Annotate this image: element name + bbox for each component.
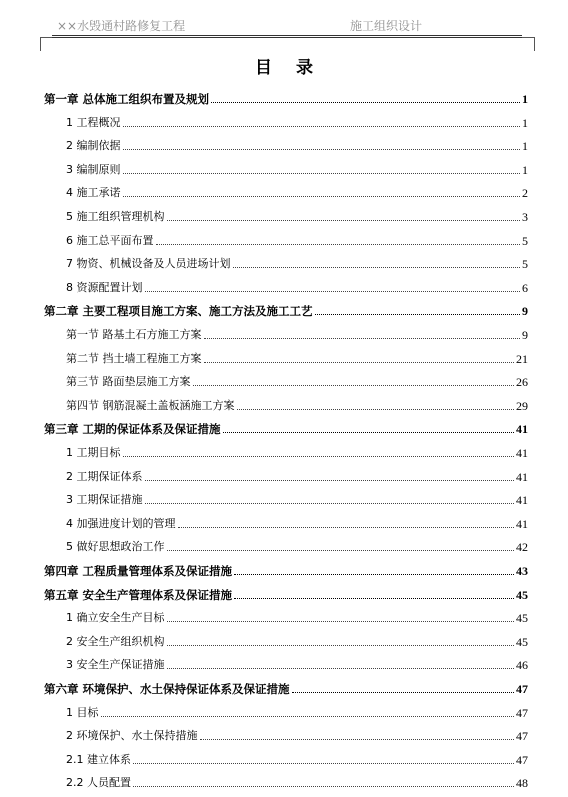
toc-page-number: 1 <box>522 162 528 177</box>
crop-mark-left-vertical <box>40 37 41 51</box>
toc-page-number: 29 <box>516 398 528 413</box>
toc-chapter-entry[interactable] <box>44 418 528 436</box>
toc-dot-leader <box>145 291 521 292</box>
header-project-name: ××水毁通村路修复工程 <box>57 19 186 33</box>
toc-entry-title: 8 资源配置计划 <box>66 280 143 294</box>
toc-dot-leader <box>234 574 514 575</box>
toc-dot-leader <box>133 786 514 787</box>
toc-page-number: 41 <box>516 446 528 460</box>
toc-dot-leader <box>101 716 515 717</box>
toc-dot-leader <box>204 338 521 339</box>
toc-chapter-entry[interactable] <box>44 678 528 696</box>
toc-section-entry[interactable] <box>66 513 528 531</box>
toc-dot-leader <box>133 763 514 764</box>
toc-dot-leader <box>234 598 514 599</box>
crop-mark-left-horizontal <box>40 37 52 38</box>
toc-dot-leader <box>167 645 515 646</box>
toc-dot-leader <box>200 739 515 740</box>
toc-dot-leader <box>167 550 515 551</box>
toc-section-entry[interactable] <box>66 442 528 460</box>
toc-page-number: 45 <box>516 611 528 626</box>
toc-entry-title: 第一章 总体施工组织布置及规划 <box>44 92 210 106</box>
toc-page-number: 42 <box>516 540 528 555</box>
toc-entry-title: 3 安全生产保证措施 <box>66 658 165 672</box>
toc-entry-title: 2 编制依据 <box>66 139 121 153</box>
toc-entry-title: 5 施工组织管理机构 <box>66 210 165 223</box>
toc-entry-title: 第三节 路面垫层施工方案 <box>66 375 191 389</box>
header-document-type: 施工组织设计 <box>350 19 423 33</box>
toc-page-number: 9 <box>522 328 528 342</box>
toc-section-entry[interactable] <box>66 135 528 153</box>
toc-entry-title: 第五章 安全生产管理体系及保证措施 <box>44 587 233 602</box>
toc-page-number: 26 <box>516 375 528 390</box>
toc-dot-leader <box>292 692 514 693</box>
toc-dot-leader <box>123 149 521 150</box>
toc-dot-leader <box>178 527 515 528</box>
toc-section-entry[interactable] <box>66 253 528 271</box>
toc-section-entry[interactable] <box>66 230 528 248</box>
toc-dot-leader <box>145 480 515 481</box>
toc-dot-leader <box>145 503 515 504</box>
toc-section-entry[interactable] <box>66 395 528 413</box>
toc-section-entry[interactable] <box>66 466 528 484</box>
toc-dot-leader <box>123 196 521 197</box>
toc-section-entry[interactable] <box>66 536 528 554</box>
toc-page-number: 3 <box>522 210 528 224</box>
toc-dot-leader <box>123 173 521 174</box>
header-rule-bottom <box>52 37 522 38</box>
toc-page-number: 43 <box>516 564 528 578</box>
toc-entry-title: 7 物资、机械设备及人员进场计划 <box>66 257 231 271</box>
toc-section-entry[interactable] <box>66 112 528 130</box>
toc-page-number: 47 <box>516 705 528 720</box>
toc-entry-title: 第四章 工程质量管理体系及保证措施 <box>44 564 233 578</box>
toc-entry-title: 第一节 路基土石方施工方案 <box>66 328 202 341</box>
toc-section-entry[interactable] <box>66 702 528 720</box>
toc-dot-leader <box>204 362 515 363</box>
toc-section-entry[interactable] <box>66 182 528 200</box>
toc-page-number: 1 <box>522 115 528 130</box>
toc-section-entry[interactable] <box>66 206 528 224</box>
toc-page-number: 45 <box>516 587 528 602</box>
toc-entry-title: 2.2 人员配置 <box>66 776 131 790</box>
toc-section-entry[interactable] <box>66 489 528 507</box>
toc-entry-title: 1 工程概况 <box>66 115 121 129</box>
toc-title: 目录 <box>255 58 337 78</box>
toc-entry-title: 1 目标 <box>66 705 99 719</box>
toc-dot-leader <box>233 267 521 268</box>
toc-page-number: 47 <box>516 752 528 767</box>
toc-page-number: 1 <box>522 92 528 106</box>
toc-page-number: 2 <box>522 186 528 201</box>
toc-entry-title: 3 工期保证措施 <box>66 493 143 507</box>
crop-mark-right-horizontal <box>522 37 534 38</box>
toc-page-number: 5 <box>522 257 528 272</box>
toc-dot-leader <box>167 220 521 221</box>
toc-chapter-entry[interactable] <box>44 560 528 578</box>
toc-page-number: 21 <box>516 351 528 366</box>
header-rule-top <box>52 35 522 36</box>
toc-entry-title: 第六章 环境保护、水土保持保证体系及保证措施 <box>44 682 290 696</box>
toc-entry-title: 2 环境保护、水土保持措施 <box>66 729 198 743</box>
toc-page-number: 45 <box>516 634 528 649</box>
toc-chapter-entry[interactable] <box>44 300 528 318</box>
toc-entry-title: 第二章 主要工程项目施工方案、施工方法及施工工艺 <box>44 304 313 319</box>
toc-chapter-entry[interactable] <box>44 584 528 602</box>
toc-page-number: 41 <box>516 469 528 484</box>
toc-page-number: 9 <box>522 304 528 319</box>
toc-entry-title: 4 施工承诺 <box>66 186 121 200</box>
toc-section-entry[interactable] <box>66 324 528 342</box>
toc-section-entry[interactable] <box>66 159 528 177</box>
toc-entry-title: 2 安全生产组织机构 <box>66 634 165 648</box>
toc-page-number: 48 <box>516 776 528 791</box>
toc-section-entry[interactable] <box>66 725 528 743</box>
toc-dot-leader <box>167 668 515 669</box>
toc-page-number: 41 <box>516 422 528 437</box>
toc-section-entry[interactable] <box>66 348 528 366</box>
toc-chapter-entry[interactable] <box>44 88 528 106</box>
toc-dot-leader <box>167 621 515 622</box>
crop-mark-right-vertical <box>534 37 535 51</box>
toc-entry-title: 第四节 钢筋混凝土盖板涵施工方案 <box>66 398 235 412</box>
toc-page-number: 6 <box>522 280 528 295</box>
toc-dot-leader <box>315 314 520 315</box>
toc-dot-leader <box>123 126 521 127</box>
toc-page-number: 41 <box>516 516 528 531</box>
toc-entry-title: 3 编制原则 <box>66 162 121 176</box>
toc-dot-leader <box>123 456 515 457</box>
toc-dot-leader <box>193 385 515 386</box>
toc-page-number: 5 <box>522 233 528 248</box>
toc-section-entry[interactable] <box>66 371 528 389</box>
toc-entry-title: 2 工期保证体系 <box>66 469 143 483</box>
toc-page-number: 47 <box>516 682 528 696</box>
toc-entry-title: 2.1 建立体系 <box>66 752 131 766</box>
toc-dot-leader <box>156 244 521 245</box>
toc-entry-title: 1 确立安全生产目标 <box>66 611 165 625</box>
toc-entry-title: 第三章 工期的保证体系及保证措施 <box>44 422 221 437</box>
toc-page-number: 41 <box>516 493 528 508</box>
toc-entry-title: 6 施工总平面布置 <box>66 233 154 247</box>
toc-entry-title: 4 加强进度计划的管理 <box>66 516 176 530</box>
toc-entry-title: 1 工期目标 <box>66 446 121 459</box>
toc-section-entry[interactable] <box>66 631 528 649</box>
toc-entry-title: 第二节 挡土墙工程施工方案 <box>66 351 202 365</box>
toc-page-number: 47 <box>516 729 528 744</box>
toc-dot-leader <box>223 432 514 433</box>
toc-dot-leader <box>237 409 515 410</box>
toc-page-number: 46 <box>516 658 528 673</box>
toc-section-entry[interactable] <box>66 654 528 672</box>
toc-section-entry[interactable] <box>66 277 528 295</box>
toc-section-entry[interactable] <box>66 607 528 625</box>
toc-section-entry[interactable] <box>66 749 528 767</box>
toc-dot-leader <box>211 102 520 103</box>
toc-section-entry[interactable] <box>66 772 528 790</box>
toc-entry-title: 5 做好思想政治工作 <box>66 540 165 554</box>
toc-page-number: 1 <box>522 139 528 154</box>
